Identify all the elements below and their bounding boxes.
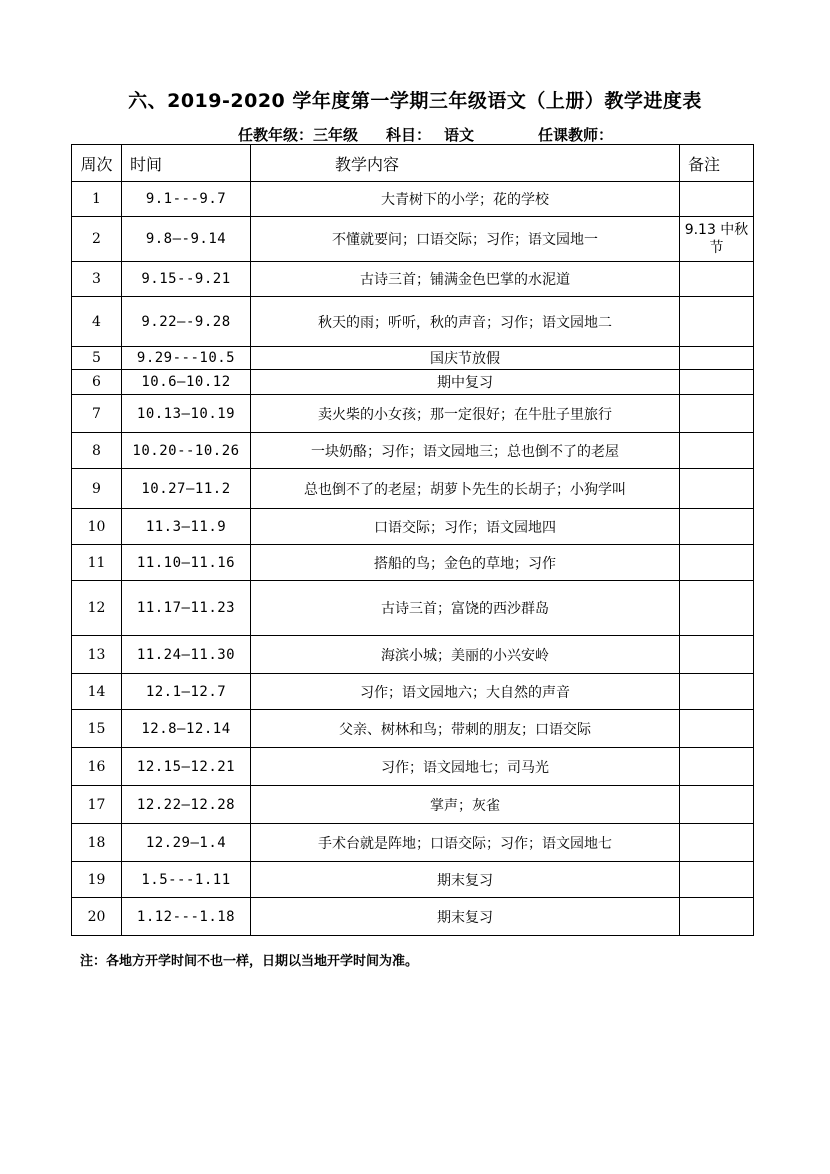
header-week: 周次 bbox=[72, 145, 122, 182]
remark-cell bbox=[680, 297, 754, 347]
time-cell: 1.5---1.11 bbox=[122, 862, 251, 898]
time-cell: 10.20--10.26 bbox=[122, 433, 251, 469]
content-cell: 海滨小城；美丽的小兴安岭 bbox=[251, 636, 680, 674]
subject-value: 语文 bbox=[444, 126, 475, 144]
table-row bbox=[72, 395, 754, 433]
content-cell: 掌声；灰雀 bbox=[251, 786, 680, 824]
time-cell: 11.24—11.30 bbox=[122, 636, 251, 674]
week-cell: 7 bbox=[72, 395, 122, 433]
table-row bbox=[72, 898, 754, 936]
table-row bbox=[72, 433, 754, 469]
table-header-row bbox=[72, 145, 754, 182]
remark-cell bbox=[680, 862, 754, 898]
time-cell: 11.10—11.16 bbox=[122, 545, 251, 581]
remark-cell bbox=[680, 469, 754, 509]
week-cell: 16 bbox=[72, 748, 122, 786]
week-cell: 4 bbox=[72, 297, 122, 347]
time-cell: 11.17—11.23 bbox=[122, 581, 251, 636]
table-row bbox=[72, 748, 754, 786]
table-row bbox=[72, 786, 754, 824]
content-cell: 大青树下的小学；花的学校 bbox=[251, 182, 680, 217]
content-cell: 口语交际；习作；语文园地四 bbox=[251, 509, 680, 545]
time-cell: 11.3—11.9 bbox=[122, 509, 251, 545]
week-cell: 15 bbox=[72, 710, 122, 748]
time-cell: 12.29—1.4 bbox=[122, 824, 251, 862]
grade-label: 任教年级：三年级 bbox=[238, 126, 359, 144]
content-cell: 父亲、树林和鸟；带刺的朋友；口语交际 bbox=[251, 710, 680, 748]
week-cell: 20 bbox=[72, 898, 122, 936]
header-time: 时间 bbox=[122, 145, 251, 182]
remark-cell bbox=[680, 262, 754, 297]
remark-cell bbox=[680, 674, 754, 710]
remark-cell bbox=[680, 433, 754, 469]
content-cell: 搭船的鸟；金色的草地；习作 bbox=[251, 545, 680, 581]
remark-cell bbox=[680, 824, 754, 862]
time-cell: 12.1—12.7 bbox=[122, 674, 251, 710]
content-cell: 国庆节放假 bbox=[251, 347, 680, 370]
week-cell: 17 bbox=[72, 786, 122, 824]
time-cell: 9.15--9.21 bbox=[122, 262, 251, 297]
week-cell: 5 bbox=[72, 347, 122, 370]
remark-cell: 9.13 中秋节 bbox=[680, 217, 754, 262]
remark-cell bbox=[680, 636, 754, 674]
page-title: 六、2019-2020 学年度第一学期三年级语文（上册）教学进度表 bbox=[128, 90, 702, 112]
week-cell: 2 bbox=[72, 217, 122, 262]
remark-cell bbox=[680, 370, 754, 395]
schedule-table bbox=[71, 144, 754, 936]
content-cell: 总也倒不了的老屋；胡萝卜先生的长胡子；小狗学叫 bbox=[251, 469, 680, 509]
table-row bbox=[72, 545, 754, 581]
content-cell: 不懂就要问；口语交际；习作；语文园地一 bbox=[251, 217, 680, 262]
week-cell: 14 bbox=[72, 674, 122, 710]
remark-cell bbox=[680, 581, 754, 636]
table-row bbox=[72, 824, 754, 862]
content-cell: 卖火柴的小女孩；那一定很好；在牛肚子里旅行 bbox=[251, 395, 680, 433]
content-cell: 古诗三首；富饶的西沙群岛 bbox=[251, 581, 680, 636]
week-cell: 10 bbox=[72, 509, 122, 545]
remark-cell bbox=[680, 509, 754, 545]
table-row bbox=[72, 509, 754, 545]
content-cell: 秋天的雨；听听，秋的声音；习作；语文园地二 bbox=[251, 297, 680, 347]
week-cell: 8 bbox=[72, 433, 122, 469]
table-row bbox=[72, 182, 754, 217]
table-row bbox=[72, 674, 754, 710]
week-cell: 1 bbox=[72, 182, 122, 217]
remark-cell bbox=[680, 182, 754, 217]
time-cell: 9.22—-9.28 bbox=[122, 297, 251, 347]
remark-cell bbox=[680, 748, 754, 786]
table-row bbox=[72, 469, 754, 509]
footnote: 注：各地方开学时间不也一样，日期以当地开学时间为准。 bbox=[80, 954, 419, 969]
week-cell: 12 bbox=[72, 581, 122, 636]
table-row bbox=[72, 297, 754, 347]
time-cell: 9.29---10.5 bbox=[122, 347, 251, 370]
course-info-line bbox=[0, 124, 830, 146]
table-row bbox=[72, 710, 754, 748]
time-cell: 12.15—12.21 bbox=[122, 748, 251, 786]
remark-cell bbox=[680, 395, 754, 433]
week-cell: 19 bbox=[72, 862, 122, 898]
subject-label: 科目： bbox=[386, 126, 432, 144]
table-row bbox=[72, 862, 754, 898]
content-cell: 期中复习 bbox=[251, 370, 680, 395]
header-content: 教学内容 bbox=[251, 145, 680, 182]
time-cell: 1.12---1.18 bbox=[122, 898, 251, 936]
header-remark: 备注 bbox=[680, 145, 754, 182]
content-cell: 一块奶酪；习作；语文园地三；总也倒不了的老屋 bbox=[251, 433, 680, 469]
time-cell: 12.22—12.28 bbox=[122, 786, 251, 824]
week-cell: 13 bbox=[72, 636, 122, 674]
time-cell: 9.8—-9.14 bbox=[122, 217, 251, 262]
remark-cell bbox=[680, 898, 754, 936]
content-cell: 手术台就是阵地；口语交际；习作；语文园地七 bbox=[251, 824, 680, 862]
table-row bbox=[72, 581, 754, 636]
week-cell: 9 bbox=[72, 469, 122, 509]
table-row bbox=[72, 636, 754, 674]
content-cell: 习作；语文园地六；大自然的声音 bbox=[251, 674, 680, 710]
remark-cell bbox=[680, 786, 754, 824]
remark-cell bbox=[680, 347, 754, 370]
content-cell: 期末复习 bbox=[251, 898, 680, 936]
remark-cell bbox=[680, 545, 754, 581]
table-row bbox=[72, 217, 754, 262]
time-cell: 10.6—10.12 bbox=[122, 370, 251, 395]
table-row bbox=[72, 262, 754, 297]
time-cell: 12.8—12.14 bbox=[122, 710, 251, 748]
week-cell: 11 bbox=[72, 545, 122, 581]
week-cell: 18 bbox=[72, 824, 122, 862]
time-cell: 10.13—10.19 bbox=[122, 395, 251, 433]
remark-cell bbox=[680, 710, 754, 748]
time-cell: 9.1---9.7 bbox=[122, 182, 251, 217]
content-cell: 习作；语文园地七；司马光 bbox=[251, 748, 680, 786]
content-cell: 古诗三首；铺满金色巴掌的水泥道 bbox=[251, 262, 680, 297]
time-cell: 10.27—11.2 bbox=[122, 469, 251, 509]
content-cell: 期末复习 bbox=[251, 862, 680, 898]
table-row bbox=[72, 370, 754, 395]
week-cell: 3 bbox=[72, 262, 122, 297]
week-cell: 6 bbox=[72, 370, 122, 395]
table-row bbox=[72, 347, 754, 370]
teacher-label: 任课教师： bbox=[538, 126, 614, 144]
